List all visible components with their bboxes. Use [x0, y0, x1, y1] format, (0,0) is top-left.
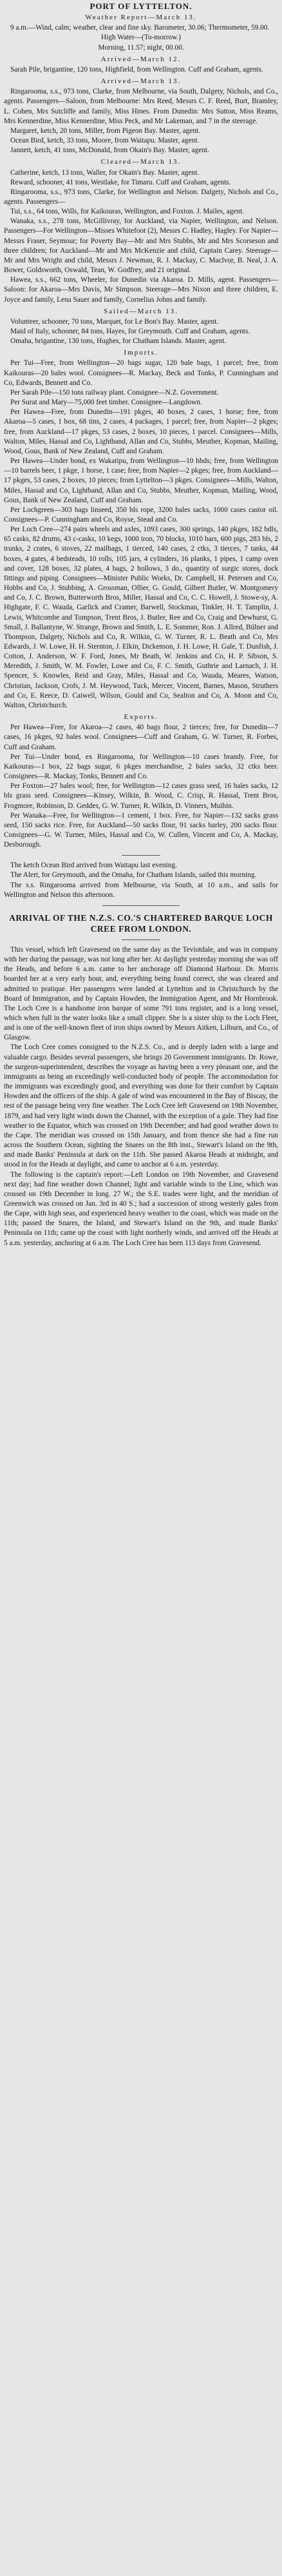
import-entry: Per Surat and Mary—75,000 feet timber. Consignee—Langdown.	[10, 398, 202, 407]
article-title: ARRIVAL OF THE N.Z.S. CO.'S CHARTERED BARQUE LOCH CREE FROM LONDON.	[9, 912, 273, 934]
import-entry: Per Sarah Pile—150 tons railway plant. Consignee—N.Z. Government.	[10, 388, 219, 397]
weather-heading: Weather Report—March 13.	[85, 14, 197, 22]
import-entry: Per Lochgreen—303 bags linseed, 350 bls rope, 3200 bales sacks, 1000 cases castor oil. Consignees—P. Cunningham and Co, Royse, Stead and Co.	[4, 506, 278, 524]
cleared-entry: Ringarooma, s.s., 973 tons, Clarke, for Wellington and Nelson. Dalgety, Nichols and Co., agents. Passengers—	[4, 188, 278, 206]
cleared-heading: Cleared—March 13.	[100, 158, 182, 166]
import-entry: Per Hawea—Free, from Dunedin—191 pkges, 40 boxes, 2 cases, 1 horse; free, from Akaroa—5 cases, 1 box, 68 tins, 2 cases, 4 packages, 1 parcel; free, from Napier—2 pkges; free, from Auckland—17 pkges, 53 cases, 2 boxes, 10 pieces, 1 parcel. Consignees—Mills, Walton, Miles, Hassal and Co, Lightband, Allan and Co, Stubbs, Meuther, Kopman, Mailing, Wood, Gous, Bank of New Zealand, Cuff and Graham.	[4, 408, 278, 455]
sailed-entry: Maid of Italy, schooner, 84 tons, Hayes, for Greymouth. Cuff and Graham, agents.	[10, 328, 250, 335]
article-paragraph: The following is the captain's report:—Left London on 19th November, and Gravesend next day; had fine weather down Channel; light and variable winds to the Line, which was crossed on 19th December in long. 27 W.; the S.E. trades were light, and the meridian of Greenwich was crossed on Jan. 3rd in 40 S.; had a succession of strong westerly gales from the Cape, with high seas, and experienced heavy weather to the coast, which was made on the 11th; passed the Snares, the Island, and Stewart's Island on the 9th, and made Banks' Peninsula on 11th; came up the coast with light northerly winds, and arrived off the Heads at 5 a.m. yesterday, anchoring at 6 a.m. The Loch Cree has been 113 days from Gravesend.	[4, 1170, 278, 1247]
port-title: PORT OF LYTTELTON.	[89, 1, 193, 11]
cleared-entry: Reward, schooner, 41 tons, Westlake, for Timaru. Cuff and Graham, agents.	[10, 178, 231, 186]
divider	[122, 939, 160, 940]
cleared-entry: Catherine, ketch, 13 tons, Waller, for Okain's Bay. Master, agent.	[10, 168, 199, 177]
arrived-subheading: Arrived—March 13.	[100, 77, 182, 86]
shipping-note: The s.s. Ringarooma arrived from Melbourne, via South, at 10 a.m., and sails for Wellington and Nelson this afternoon.	[4, 881, 278, 899]
divider	[102, 905, 180, 906]
export-entry: Per Tui—Under bond, ex Ringarooma, for Wellington—10 cases brandy. Free, for Kaikouras—1 box, 22 bags sugar, 6 pkges merchandise, 2 bales sacks, 32 ctks beer. Consignees—R. Mackay, Tonks, Bennett and Co.	[4, 752, 278, 781]
shipping-note: The Alert, for Greymouth, and the Omaha, for Chatham Islands, sailed this morning.	[10, 871, 257, 880]
import-entry: Per Tui—Free, from Wellington—20 bags sugar, 120 bale bags, 1 parcel; free, from Kaikouras—20 bales wool. Consignees—R. Mackay, Beck and Tonks, P. Cunningham and Co, Edwards, Bennett and Co.	[4, 359, 278, 387]
imports-heading: Imports.	[124, 349, 158, 357]
shipping-note: The ketch Ocean Bird arrived from Waitapu last evening.	[10, 861, 177, 870]
cleared-entry: Hawea, s.s., 662 tons, Wheeler, for Dunedin via Akaroa. D. Mills, agent. Passengers—Saloon: for Akaroa—Mrs Davis, Mr Simpson. Steerage—Mrs Nixon and three children, E. Joyce and family, Lena Sauer and family, Cornelius Johns and family.	[4, 276, 278, 304]
arrival-entry: Sarah Pile, brigantine, 120 tons, Highfield, from Wellington. Cuff and Graham, agents.	[10, 65, 263, 74]
cleared-entry: Wanaka, s.s., 278 tons, McGillivray, for Auckland, via Napier, Wellington, and Nelson. Passengers—For Wellington—Misses Whitefoot (2), Messrs C. Hadley, Hagley. For Napier—Messrs Fraser, Seymour; for Poverty Bay—Mr and Mrs Stubbs, Mr and Mrs Scorseson and three children; for Auckland—Mr and Mrs McKenzie and child, Captain Carey. Steerage—Mr and Mrs Wright and child, Messrs J. Newman, R. J. Mackay, C. Maclvor, B. Neal, J. A. Bower, Goldsworth, Oswald, Tean, W. Godfrey, and 21 original.	[4, 217, 278, 275]
export-entry: Per Hawea—Free, for Akaroa—2 cases, 40 bags flour, 2 tierces; free, for Dunedin—7 cases, 16 pkges, 92 bales wool. Consignees—Cuff and Graham, G. W. Turner, R. Forbes, Cuff and Graham.	[4, 723, 278, 751]
arrival-entry: Jannett, ketch, 41 tons, McDonald, from Okain's Bay. Master, agent.	[10, 146, 209, 155]
export-entry: Per Wanaka—Free, for Wellington—1 cement, 1 box. Free, for Napier—132 sacks grass seed, 150 sacks rice. Free, for Auckland—50 sacks flour, 91 sacks barley, 200 sacks flour. Consignees—G. W. Turner, Miles, Hassal and Co, W. Cullen, Vincent and Co, A. Mackay, Desborough.	[4, 811, 278, 849]
weather-line: 9 a.m.—Wind, calm; weather, clear and fine sky. Barometer, 30.06; Thermometer, 59.00.	[10, 24, 270, 32]
high-water-label: High Water—(To-morrow.)	[100, 34, 182, 42]
arrival-entry: Ocean Bird, ketch, 33 tons, Moore, from Waitapu. Master, agent.	[10, 137, 200, 145]
article-paragraph: The Loch Cree comes consigned to the N.Z.S. Co., and is deeply laden with a large and valuable cargo. Besides several passengers, she brings 20 Government immigrants. Dr. Rowe, the surgeon-superintendent, describes the voyage as having been a very pleasant one, and the immigrants as being an exceedingly well-conducted body of people. The accommodation for the immigrants was exceedingly good, and everything was done for their comfort by Captain Howden and the officers of the ship. A gale of wind was encountered in the Bay of Biscay, the rest of the passage being very fine weather. The Loch Cree left Gravesend on 19th November, 1879, and had very light winds down the Channel, with the exception of a gale. They had fine weather to the Equator, which was crossed on 19th December; and had good weather down to the Cape. The meridian was crossed on 15th January, and from thence she had a fine run across the Southern Ocean, sighting the Snares on the 8th inst., Stewart's Island on the 9th, and made Banks' Peninsula at dark on the 11th. She passed Akaroa Heads at midnight, and stood in for the Heads at daylight, and came to anchor at 6 a.m. yesterday.	[4, 1043, 278, 1169]
article-paragraph: This vessel, which left Gravesend on the same day as the Teviotdale, and was in company with her during the passage, was not long after her. At daylight yesterday morning she was off the Heads, and before 6 a.m. came to her anchorage off Diamond Harbour. Dr. Morris boarded her at a very early hour, and, everything being found correct, she was cleared and admitted to pratique. Her passengers were landed at Lyttelton and in Christchurch by the Board of Immigration, and by Captain Howden, the Immigration Agent, and Mr Hornbrook. The Loch Cree is a handsome iron barque of some 791 tons register, and is a long vessel, which when full in the water looks like a small clipper. She is a sister ship to the Loch Fleet, and is one of the well-known fleet of iron ships owned by Messrs Aitken, Lilburn, and Co., of Glasgow.	[4, 945, 278, 1042]
cleared-entry: Tui, s.s., 64 tons, Wills, for Kaikouras, Wellington, and Foxton. J. Mailes, agent.	[10, 208, 245, 216]
arrived-heading: Arrived—March 12.	[100, 55, 182, 63]
newspaper-page	[0, 0, 282, 1248]
import-entry: Per Hawea—Under bond, ex Wakatipu, from Wellington—10 hhds; free, from Wellington—10 barrels beer, 1 pkge, 1 horse, 1 case; free, from Napier—2 pkges; free, from Auckland—17 pkges, 53 cases, 2 boxes, 10 pieces; from Lyttelton—3 pkges. Consignees—Mills, Walton, Miles, Hassal and Co, Lightband, Allan and Co, Stubbs, Meuther, Kopman, Mailing, Wood, Gous, Bank of New Zealand, Cuff and Graham.	[4, 457, 278, 504]
sailed-entry: Volunteer, schooner, 70 tons, Marquet, for Le Bon's Bay. Master, agent.	[10, 317, 219, 326]
exports-heading: Exports.	[124, 713, 158, 722]
arrival-entry: Ringarooma, s.s., 973 tons, Clarke, from Melbourne, via South, Dalgety, Nichols, and Co., agents. Passengers—Saloon, from Melbourne: Mrs Reed, Messrs C. F. Reed, Burt, Bramley, L. Cohen, Mrs Sutcliffe and family, Miss Hines. From Dunedin: Mrs Sutton, Miss Reams, Mrs Kennerdine, Miss Kennerdine, Miss Peck, and Mr Lakeman, and 7 in the steerage.	[4, 88, 278, 125]
arrival-entry: Margaret, ketch, 20 tons, Miller, from Pigeon Bay. Master, agent.	[10, 126, 200, 135]
sailed-heading: Sailed—March 13.	[104, 307, 178, 315]
divider	[122, 855, 160, 856]
import-entry: Per Loch Cree—274 pairs wheels and axles, 1093 cases, 300 springs, 140 pkges, 182 bdls, 65 casks, 82 drums, 43 c-casks, 10 kegs, 1000 iron, 70 blocks, 1010 bars, 600 pigs, 283 bls, 2 trunks, 2 crates, 6 stoves, 22 mailbags, 1 tierced, 140 cases, 2 ctks, 3 tierces, 7 tanks, 44 boxes, 4 gates, 4 bedsteads, 10 rolls, 105 jars, 4 cylinders, 16 planks, 1 pipes, 1 camp oven and cover, 128 boxes, 32 plates, 4 bags, 2 hollows, 3 do., quantity of surgic stores, dock fittings and piping. Consignees—Minister Public Works, Dr. Campbell, H. Petersen and Co, Hobbs and Co, J. Stubbing, A. Grossman, Ollier, G. Gould, Gilbert Butler, W. Montgomery and Co, J. C. Brown, Butterworth Bros, Miller, Hassal and Co, C. C. Howell, J. Stowe-sy, A. Highgate, F. C. Wauda, Garlick and Cramer, Barwell, Stockman, Tinkler, H. T. Tamplin, J. Lewis, Whitcombe and Tompson, Trent Bros, J. Butler, Ree and Co, Craig and Dewhurst, G. Small, J. Ballantyne, W. Strange, Brown and Smith, L. E. Sommer, Ron. J. Allred, Bülner and Thompson, Dalgety, Nichols and Co, R. Wilkin, G. W. Turner, R. L. Beath and Co, Mrs Edwards, J. W. Lowe, H. H. Sternton, J. Elkin, Dickenson, J. H. Lowe, H. Gale, T. Dunfish, J. Cotton, J. Anderson, W. F. Ford, Jones, Mr Beath, W. Jenkins and Co, H. P. Sibson, S. Meredith, J. Smith, W. M. Fowler, Lowe and Co, F. C. Smith, Guthrie and Larnach, J. H. Spencer, S. Knowles, Reid and Gray, Miles, Hassal and Co, Wauda, Meares, Watson, Christian, Jackson, Crofs, J. M. Heywood, Tuck, Mercer, Vincent, Barnes, Mason, Struthers and Co, E. Reece, D. Caiwell, Wilson, Gould and Co, Sealton and Co, A. Moon and Co, Walton, Christchurch.	[4, 526, 278, 709]
shipping-column	[4, 1, 278, 1248]
high-water-times: Morning, 11.57; night, 00.00.	[98, 43, 184, 52]
sailed-entry: Omaha, brigantine, 130 tons, Hughes, for Chatham Islands. Master, agent.	[10, 337, 227, 346]
export-entry: Per Foxton—27 bales wool; free, for Wellington—12 cases grass seed, 16 bales sacks, 12 bls grass seed. Consignees—Kinsey, Wilkin, B. Wood, C. Crisp, R. Hassal, Trent Bros, Frogmore, Robinson, D. Geddes, G. W. Turner, R. Wilkin, D. Vinners, Muihin.	[4, 782, 278, 810]
